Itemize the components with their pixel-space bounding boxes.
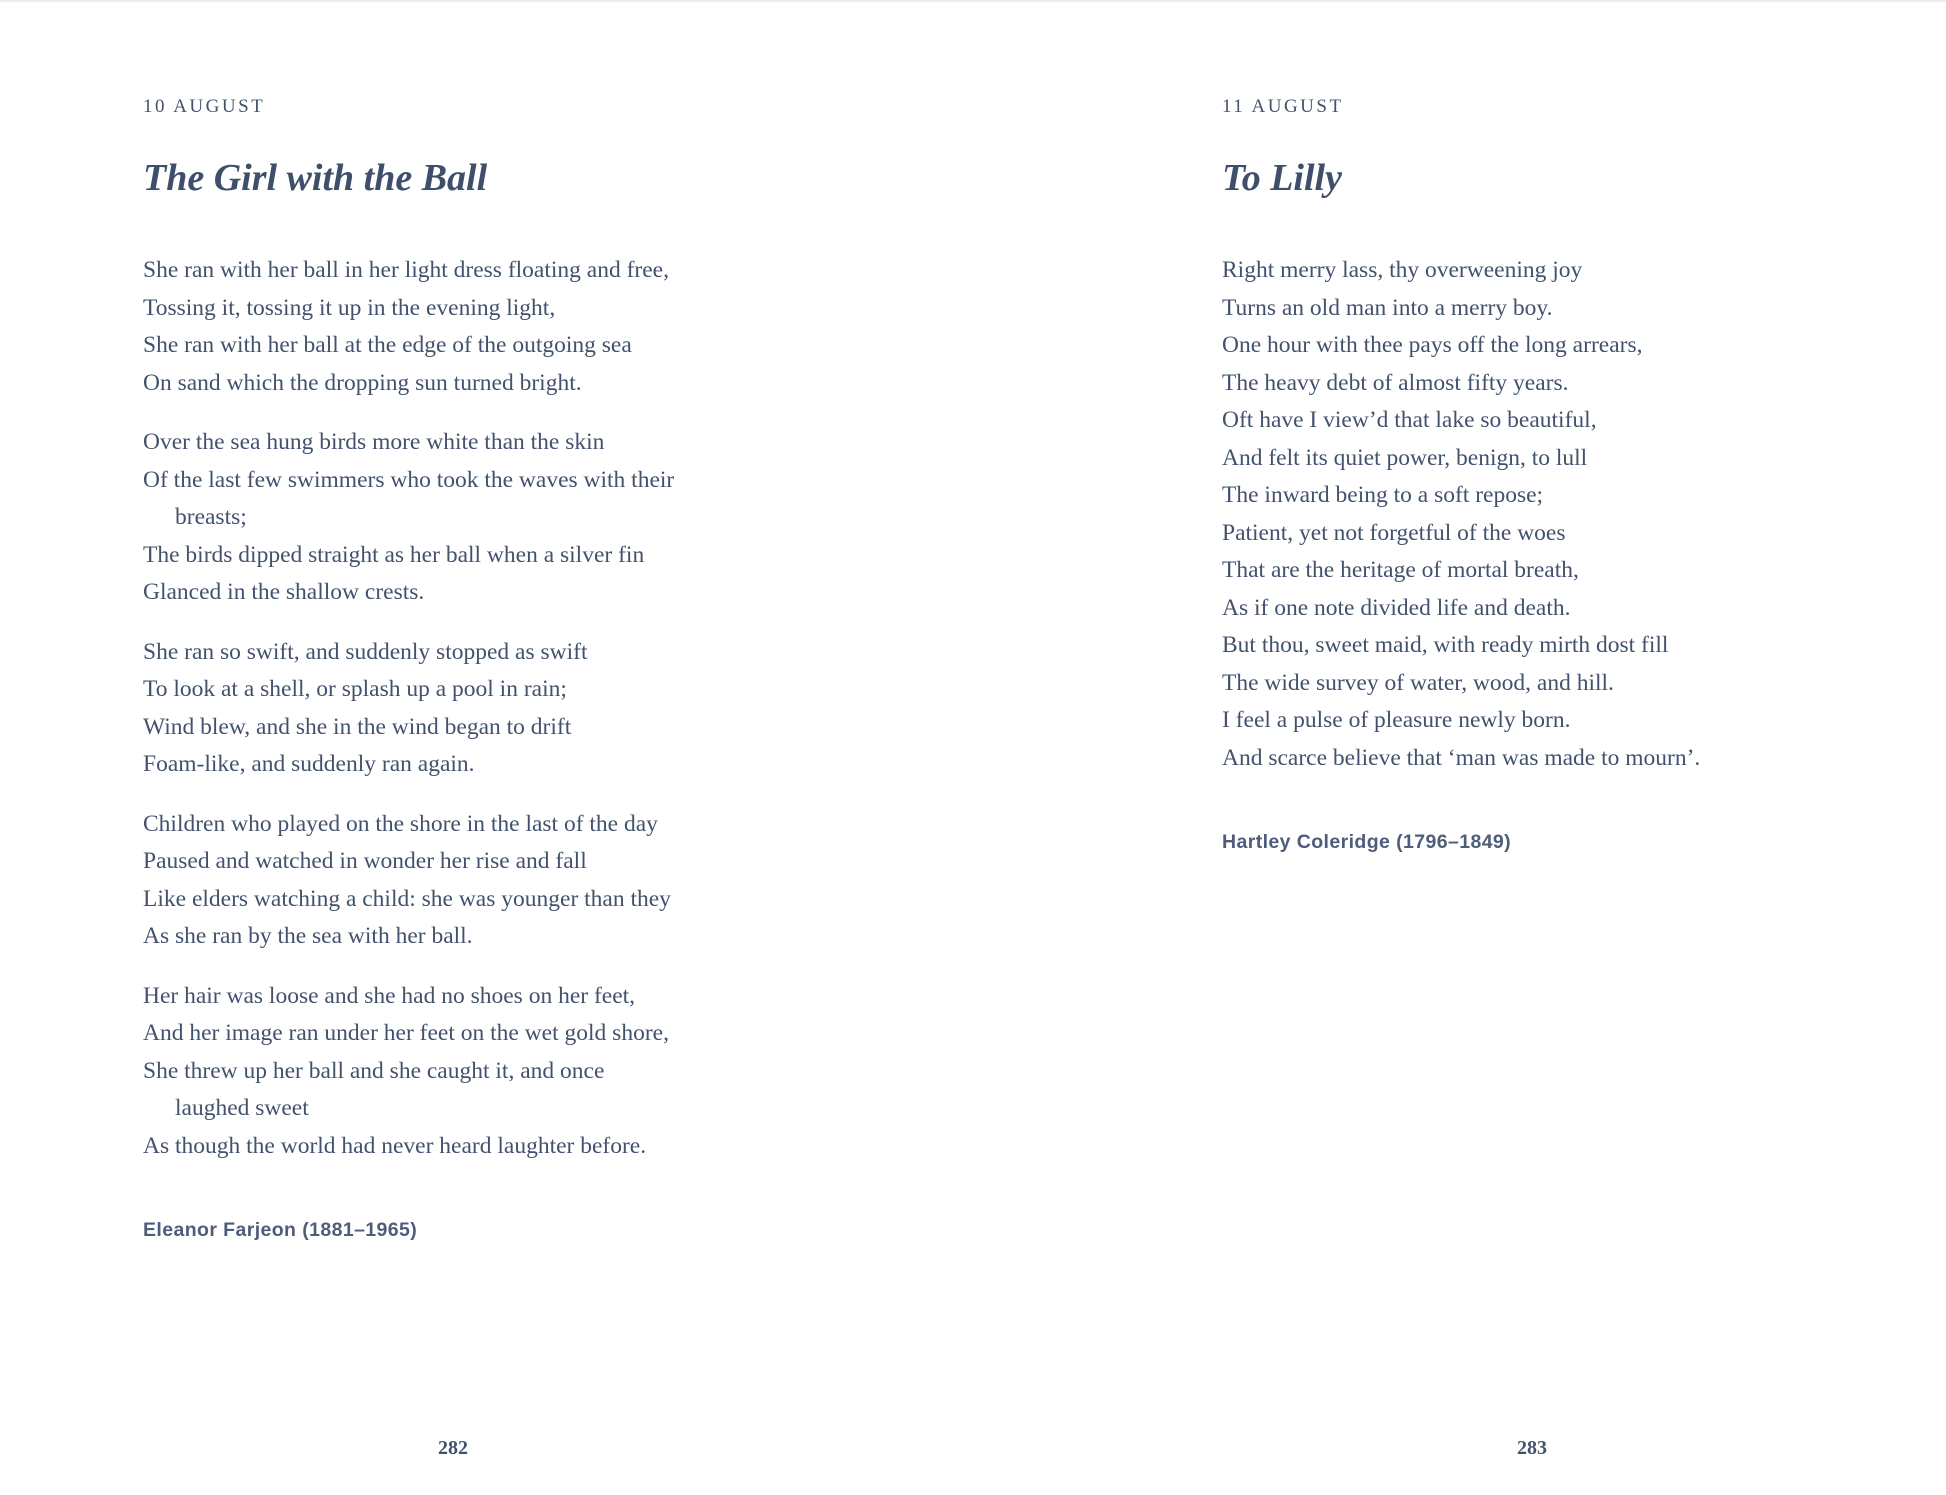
poem-line: Right merry lass, thy overweening joy xyxy=(1222,257,1583,283)
date-header-right: 11 AUGUST xyxy=(1222,96,1344,117)
poem-line: But thou, sweet maid, with ready mirth dost fill xyxy=(1222,632,1669,658)
poem-line: Of the last few swimmers who took the waves with their xyxy=(143,466,675,493)
poem-body-left xyxy=(143,252,763,1165)
poem-line: She ran with her ball at the edge of the outgoing sea xyxy=(143,332,632,358)
stanza xyxy=(143,424,763,612)
poet-attribution-left: Eleanor Farjeon (1881–1965) xyxy=(143,1219,418,1241)
poem-line: Her hair was loose and she had no shoes on her feet, xyxy=(143,982,636,1009)
stanza xyxy=(143,806,763,956)
poem-line: The birds dipped straight as her ball when a silver fin xyxy=(143,541,645,568)
poem-title-right: To Lilly xyxy=(1222,157,1342,199)
poem-line: On sand which the dropping sun turned bright. xyxy=(143,369,582,396)
poem-line: breasts; xyxy=(175,504,247,530)
poet-attribution-right: Hartley Coleridge (1796–1849) xyxy=(1222,831,1512,853)
poem-line: And felt its quiet power, benign, to lull xyxy=(1222,444,1588,471)
poem-line: Tossing it, tossing it up in the evening light, xyxy=(143,294,556,321)
poem-line: She ran so swift, and suddenly stopped as swift xyxy=(143,638,588,665)
poem-line: laughed sweet xyxy=(175,1095,309,1121)
date-header-left: 10 AUGUST xyxy=(143,96,266,117)
poem-line: I feel a pulse of pleasure newly born. xyxy=(1222,707,1571,733)
book-page-right xyxy=(1222,96,1842,854)
book-page-left xyxy=(143,96,763,1242)
poem-line: As if one note divided life and death. xyxy=(1222,594,1571,621)
poem-line: One hour with thee pays off the long arrears, xyxy=(1222,332,1643,358)
poem-line: She threw up her ball and she caught it, and once xyxy=(143,1057,605,1084)
poem-line: That are the heritage of mortal breath, xyxy=(1222,557,1579,583)
poem-line: Over the sea hung birds more white than the skin xyxy=(143,429,605,455)
page-number-right: 283 xyxy=(1517,1437,1547,1459)
poem-line: And her image ran under her feet on the wet gold shore, xyxy=(143,1020,669,1046)
poem-line: Wind blew, and she in the wind began to drift xyxy=(143,713,572,740)
poem-body-right xyxy=(1222,252,1842,777)
poem-title-left: The Girl with the Ball xyxy=(143,157,488,199)
stanza xyxy=(1222,252,1842,777)
page-number-left: 282 xyxy=(438,1437,468,1459)
poem-line: She ran with her ball in her light dress floating and free, xyxy=(143,257,669,283)
poem-line: Like elders watching a child: she was younger than they xyxy=(143,885,671,912)
poem-line: The inward being to a soft repose; xyxy=(1222,482,1544,508)
poem-line: Patient, yet not forgetful of the woes xyxy=(1222,519,1566,546)
window-top-edge xyxy=(0,0,1946,2)
poem-line: And scarce believe that ‘man was made to mourn’. xyxy=(1222,744,1701,771)
poem-line: Glanced in the shallow crests. xyxy=(143,579,425,605)
poem-line: To look at a shell, or splash up a pool in rain; xyxy=(143,676,567,702)
poem-line: Foam-like, and suddenly ran again. xyxy=(143,751,475,777)
stanza xyxy=(143,252,763,402)
poem-line: Turns an old man into a merry boy. xyxy=(1222,294,1553,321)
poem-line: Children who played on the shore in the last of the day xyxy=(143,810,658,837)
poem-line: Oft have I view’d that lake so beautiful, xyxy=(1222,407,1597,433)
stanza xyxy=(143,978,763,1166)
poem-line: As she ran by the sea with her ball. xyxy=(143,923,473,949)
poem-line: Paused and watched in wonder her rise and fall xyxy=(143,848,587,874)
poem-line: The heavy debt of almost fifty years. xyxy=(1222,369,1569,396)
stanza xyxy=(143,634,763,784)
poem-line: As though the world had never heard laughter before. xyxy=(143,1132,647,1159)
poem-line: The wide survey of water, wood, and hill. xyxy=(1222,669,1614,696)
